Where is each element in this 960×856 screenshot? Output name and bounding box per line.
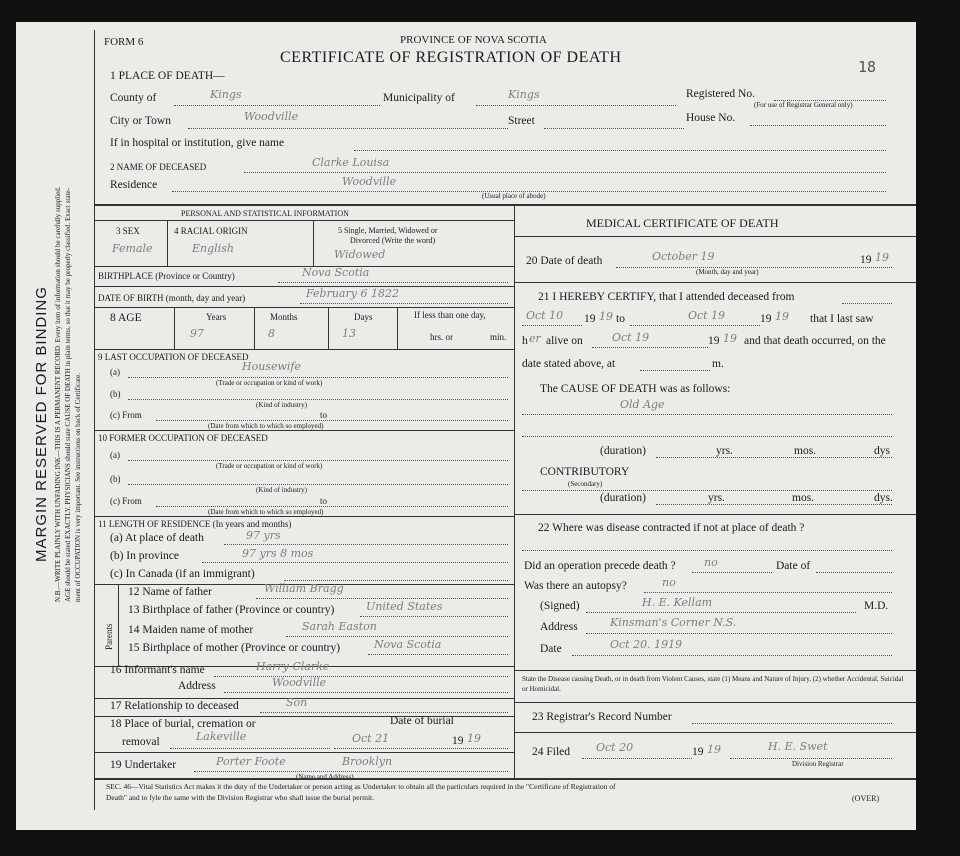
contributory-duration-label: (duration) <box>600 492 646 504</box>
date-of-death-year: 19 <box>875 251 889 264</box>
attended-from-value: Oct 10 <box>526 309 564 322</box>
form-left-border <box>94 30 95 810</box>
months-label: Months <box>270 312 298 322</box>
registered-no-label: Registered No. <box>686 88 755 100</box>
cause-of-death-label: The CAUSE OF DEATH was as follows: <box>540 383 731 395</box>
sex-label: 3 SEX <box>116 226 140 236</box>
attended-to-19: 19 <box>760 313 772 325</box>
informant-name-label: 16 Informant's name <box>110 664 205 676</box>
mother-name-label: 14 Maiden name of mother <box>128 624 254 636</box>
attended-from-19: 19 <box>584 313 596 325</box>
margin-note-2: AGE should be stated EXACTLY. PHYSICIANS should state CAUSE OF DEATH in plain terms, so that it may be properly classified. Exact state- <box>64 188 72 602</box>
attended-to-year: 19 <box>775 310 789 323</box>
mother-birthplace-label: 15 Birthplace of mother (Province or country) <box>128 642 341 654</box>
house-no-label: House No. <box>686 112 736 124</box>
informant-address-label: Address <box>178 680 216 692</box>
hrs-label: hrs. or <box>430 332 453 342</box>
alive-on-value: Oct 19 <box>612 331 650 344</box>
name-address-note: (Name and Address) <box>296 773 354 781</box>
sec-46-line-2: Death" and to fyle the same with the Division Registrar who shall issue the burial permit. <box>106 793 375 802</box>
marital-label-2: Divorced (Write the word) <box>350 236 436 245</box>
father-name-value: William Bragg <box>264 582 344 595</box>
last-date-note: (Date from which to which so employed) <box>208 422 324 430</box>
burial-year-value: 19 <box>467 732 481 745</box>
last-industry-note: (Kind of industry) <box>256 401 307 409</box>
age-months: 8 <box>268 327 275 340</box>
cause-dys-label: dys <box>874 445 890 457</box>
province-heading: PROVINCE OF NOVA SCOTIA <box>400 34 547 46</box>
former-occupation-b: (b) <box>110 474 121 484</box>
deceased-name-label: 2 NAME OF DECEASED <box>110 162 207 172</box>
medical-certificate-title: MEDICAL CERTIFICATE OF DEATH <box>586 216 779 230</box>
informant-name-value: Harry Clarke <box>256 660 330 673</box>
registrar-record-label: 23 Registrar's Record Number <box>532 711 672 723</box>
marital-value: Widowed <box>334 248 386 261</box>
signed-label: (Signed) <box>540 600 580 612</box>
filed-label: 24 Filed <box>532 746 571 758</box>
operation-date-label: Date of <box>776 560 811 572</box>
filed-value: Oct 20 <box>596 741 634 754</box>
division-registrar-note: Division Registrar <box>792 760 844 768</box>
father-name-label: 12 Name of father <box>128 586 212 598</box>
cause-of-death-value: Old Age <box>620 398 665 411</box>
burial-place-label-2: removal <box>122 736 160 748</box>
filed-year-prefix: 19 <box>692 746 704 758</box>
attended-from-year: 19 <box>599 310 613 323</box>
relationship-value: Son <box>286 696 308 709</box>
last-occupation-from: (c) From <box>110 410 142 420</box>
cause-yrs-label: yrs. <box>716 445 733 457</box>
margin-binding-title: MARGIN RESERVED FOR BINDING <box>33 286 50 562</box>
marital-label-1: 5 Single, Married, Widowed or <box>338 226 438 235</box>
father-birthplace-label: 13 Birthplace of father (Province or country) <box>128 604 335 616</box>
signed-value: H. E. Kellam <box>642 596 713 609</box>
date-of-death-year-prefix: 19 <box>860 254 872 266</box>
cause-mos-label: mos. <box>794 445 817 457</box>
mother-name-value: Sarah Easton <box>302 620 377 633</box>
former-occupation-to: to <box>320 496 328 506</box>
burial-date-label: Date of burial <box>390 715 454 727</box>
undertaker-value: Porter Foote <box>216 755 286 768</box>
medical-date-value: Oct 20. 1919 <box>610 638 683 651</box>
secondary-note: (Secondary) <box>568 480 603 488</box>
residence-label: Residence <box>110 179 158 191</box>
years-label: Years <box>206 312 227 322</box>
contracted-label: 22 Where was disease contracted if not at place of death ? <box>538 522 805 534</box>
contributory-label: CONTRIBUTORY <box>540 466 630 478</box>
former-occupation-label: 10 FORMER OCCUPATION OF DECEASED <box>98 433 268 443</box>
alive-on-label: alive on <box>546 335 583 347</box>
attended-to-value: Oct 19 <box>688 309 726 322</box>
age-days: 13 <box>342 327 356 340</box>
date-of-death-value: October 19 <box>652 250 715 263</box>
last-saw-label: that I last saw <box>810 313 874 325</box>
racial-origin-value: English <box>192 242 234 255</box>
age-label: 8 AGE <box>110 312 142 324</box>
date-stated-label: date stated above, at <box>522 358 616 370</box>
contributory-yrs-label: yrs. <box>708 492 725 504</box>
contributory-mos-label: mos. <box>792 492 815 504</box>
usual-abode-note: (Usual place of abode) <box>482 192 546 200</box>
alive-fill: er <box>529 332 541 345</box>
municipality-label: Municipality of <box>383 92 455 104</box>
burial-place-label-1: 18 Place of burial, cremation or <box>110 718 256 730</box>
former-date-note: (Date from which to which so employed) <box>208 508 324 516</box>
in-province-label: (b) In province <box>110 550 179 562</box>
autopsy-value: no <box>662 576 676 589</box>
medical-date-label: Date <box>540 643 562 655</box>
birthplace-label: BIRTHPLACE (Province or Country) <box>98 271 235 281</box>
last-occupation-a: (a) <box>110 367 120 377</box>
municipality-value: Kings <box>508 88 540 101</box>
racial-origin-label: 4 RACIAL ORIGIN <box>174 226 248 236</box>
in-canada-label: (c) In Canada (if an immigrant) <box>110 568 255 580</box>
age-years: 97 <box>190 327 204 340</box>
mother-birthplace-value: Nova Scotia <box>374 638 442 651</box>
margin-note-3: ment of OCCUPATION is very important. See instructions on back of Certificate. <box>74 373 82 602</box>
former-trade-note: (Trade or occupation or kind of work) <box>216 462 323 470</box>
former-industry-note: (Kind of industry) <box>256 486 307 494</box>
informant-address-value: Woodville <box>272 676 327 689</box>
registrar-signature: H. E. Swet <box>768 740 828 753</box>
last-occupation-to: to <box>320 410 328 420</box>
personal-info-heading: PERSONAL AND STATISTICAL INFORMATION <box>181 209 349 218</box>
former-occupation-a: (a) <box>110 450 120 460</box>
violent-causes-note: State the Disease causing Death, or in death from Violent Causes, state (1) Means and Nature of Injury, (2) whether Accidental, Suicidal or Homicidal. <box>522 675 904 693</box>
undertaker-label: 19 Undertaker <box>110 759 177 771</box>
page-number: 18 <box>858 58 877 76</box>
relationship-label: 17 Relationship to deceased <box>110 700 239 712</box>
former-occupation-from: (c) From <box>110 496 142 506</box>
death-occurred-label: and that death occurred, on the <box>744 335 886 347</box>
less-than-day-label: If less than one day, <box>414 310 486 320</box>
at-place-value: 97 yrs <box>246 529 281 542</box>
residence-length-label: 11 LENGTH OF RESIDENCE (In years and months) <box>98 519 292 529</box>
margin-note-1: N.B.—WRITE PLAINLY WITH UNFADING INK—THIS IS A PERMANENT RECORD. Every item of information should be carefully supplied. <box>54 186 62 602</box>
alive-prefix: h <box>522 335 528 347</box>
attended-to-label: to <box>616 313 625 325</box>
street-label: Street <box>508 115 535 127</box>
operation-label: Did an operation precede death ? <box>524 560 676 572</box>
birthplace-value: Nova Scotia <box>302 266 370 279</box>
in-province-value: 97 yrs 8 mos <box>242 547 314 560</box>
last-trade-note: (Trade or occupation or kind of work) <box>216 379 323 387</box>
medical-address-label: Address <box>540 621 578 633</box>
medical-address-value: Kinsman's Corner N.S. <box>610 616 737 629</box>
sec-46-line-1: SEC. 46—Vital Statistics Act makes it the duty of the Undertaker or person acting as Undertaker to obtain all the particulars required in the "Certificate of Registration of <box>106 782 616 791</box>
residence-value: Woodville <box>342 175 397 188</box>
dob-value: February 6 1822 <box>306 287 399 300</box>
deceased-name-value: Clarke Louisa <box>312 156 390 169</box>
dob-label: DATE OF BIRTH (month, day and year) <box>98 293 246 303</box>
undertaker-place: Brooklyn <box>342 755 393 768</box>
min-label: min. <box>490 332 507 342</box>
last-occupation-value: Housewife <box>242 360 301 373</box>
burial-place-value: Lakeville <box>196 730 247 743</box>
place-of-death-heading: 1 PLACE OF DEATH— <box>110 70 225 82</box>
certificate-title: CERTIFICATE OF REGISTRATION OF DEATH <box>280 49 622 66</box>
alive-on-19: 19 <box>708 335 720 347</box>
county-value: Kings <box>210 88 242 101</box>
city-label: City or Town <box>110 115 171 127</box>
burial-date-value: Oct 21 <box>352 732 390 745</box>
over-label: (OVER) <box>852 794 880 803</box>
registered-no-note: (For use of Registrar General only) <box>754 101 853 109</box>
contributory-dys-label: dys. <box>874 492 893 504</box>
alive-on-year: 19 <box>723 332 737 345</box>
m-label: m. <box>712 358 724 370</box>
burial-year-prefix: 19 <box>452 735 464 747</box>
father-birthplace-value: United States <box>366 600 443 613</box>
city-value: Woodville <box>244 110 299 123</box>
md-label: M.D. <box>864 600 889 612</box>
operation-value: no <box>704 556 718 569</box>
filed-year: 19 <box>707 743 721 756</box>
last-occupation-b: (b) <box>110 389 121 399</box>
cause-duration-label: (duration) <box>600 445 646 457</box>
date-of-death-label: 20 Date of death <box>526 255 603 267</box>
sex-value: Female <box>112 242 153 255</box>
death-certificate <box>16 22 916 830</box>
month-day-year-note: (Month, day and year) <box>696 268 759 276</box>
hospital-label: If in hospital or institution, give name <box>110 137 285 149</box>
parents-side-label: Parents <box>104 623 114 650</box>
form-number: FORM 6 <box>104 36 144 48</box>
at-place-label: (a) At place of death <box>110 532 204 544</box>
last-occupation-label: 9 LAST OCCUPATION OF DECEASED <box>98 352 249 362</box>
autopsy-label: Was there an autopsy? <box>524 580 627 592</box>
days-label: Days <box>354 312 373 322</box>
county-label: County of <box>110 92 157 104</box>
certify-label: 21 I HEREBY CERTIFY, that I attended deceased from <box>538 291 795 303</box>
